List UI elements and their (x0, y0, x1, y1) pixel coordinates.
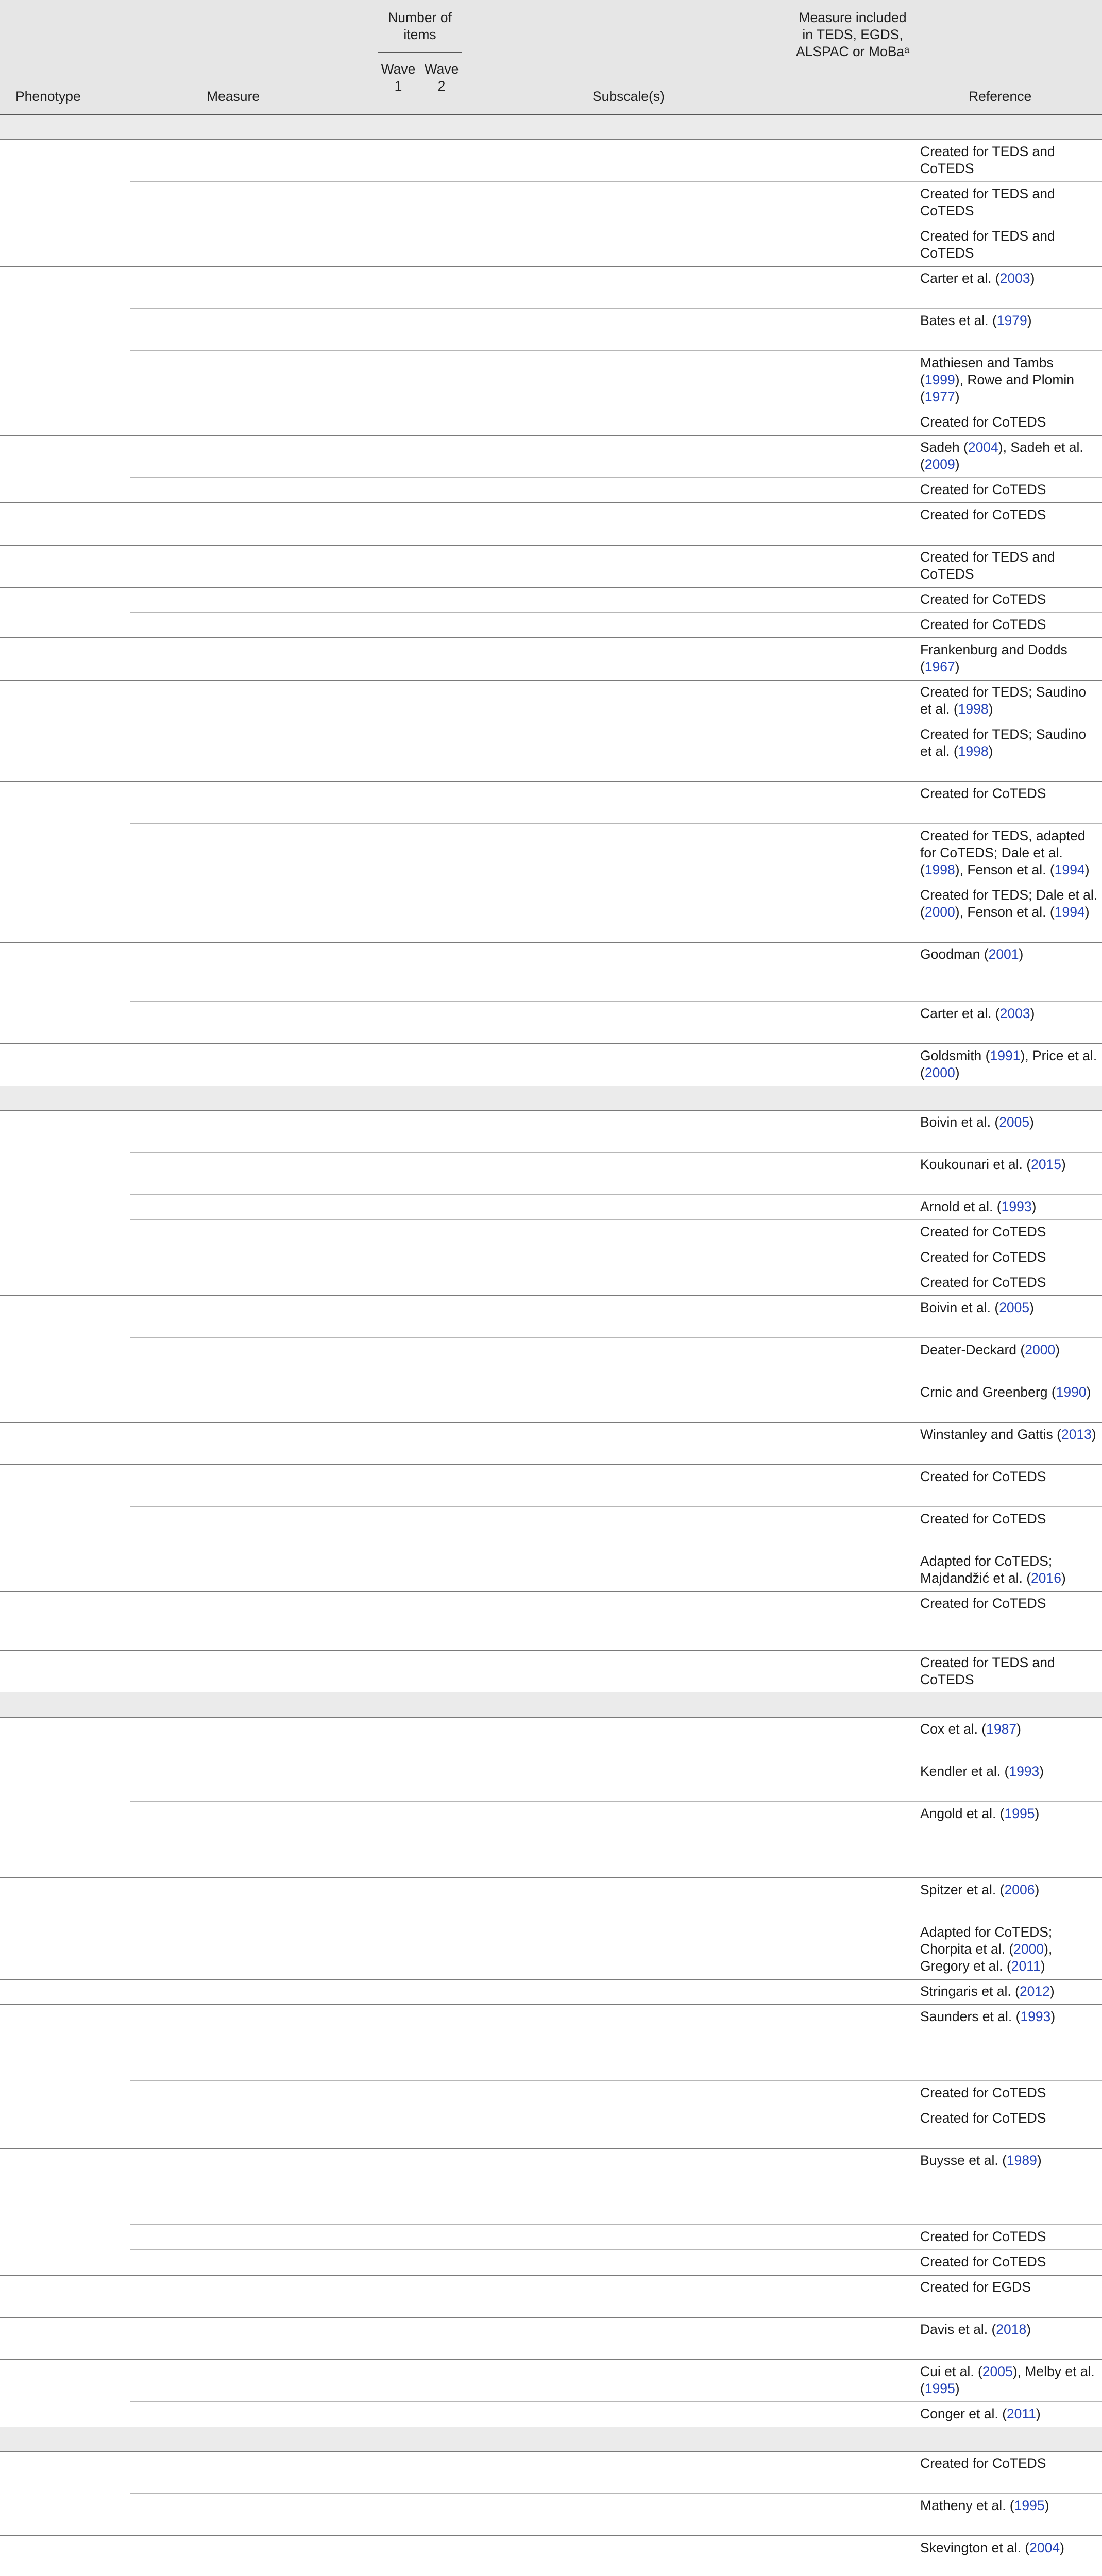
reference-text: Goodman ( (920, 946, 989, 962)
reference-text: ) (1084, 862, 1090, 877)
reference-year-link[interactable]: 1995 (924, 2381, 955, 2396)
reference-text: Created for CoTEDS (920, 2455, 1046, 2471)
reference-cell (920, 312, 1098, 329)
reference-cell (920, 1047, 1098, 1081)
header-included: Measure included in TEDS, EGDS, ALSPAC or MoBaᵃ (796, 10, 909, 59)
reference-text: Created for TEDS and CoTEDS (920, 228, 1055, 261)
reference-year-link[interactable]: 2000 (924, 1065, 955, 1080)
items-header-rule (378, 52, 462, 53)
reference-text: Created for CoTEDS (920, 482, 1046, 497)
table-rule (0, 1464, 1102, 1465)
reference-text: Carter et al. ( (920, 270, 1000, 286)
table-rule (130, 1152, 1102, 1153)
table-rule (0, 2359, 1102, 2360)
reference-text: Stringaris et al. ( (920, 1984, 1020, 1999)
reference-text: ) (1061, 1570, 1066, 1586)
reference-cell (920, 684, 1098, 718)
reference-year-link[interactable]: 2011 (1006, 2406, 1036, 2421)
reference-text: Deater-Deckard ( (920, 1342, 1025, 1358)
section-heading-row (0, 1086, 1102, 1110)
reference-cell (920, 270, 1098, 287)
reference-text: Davis et al. ( (920, 2321, 996, 2337)
reference-text: ) (955, 389, 960, 404)
table-rule (0, 1422, 1102, 1423)
reference-cell (920, 1983, 1098, 2000)
reference-text: ) (1036, 2406, 1041, 2421)
reference-text: ) (1050, 2009, 1056, 2024)
reference-cell (920, 2110, 1098, 2127)
reference-cell (920, 2321, 1098, 2338)
reference-cell (920, 185, 1098, 219)
reference-cell (920, 2279, 1098, 2296)
reference-cell (920, 1721, 1098, 1738)
reference-year-link[interactable]: 2006 (1004, 1882, 1035, 1897)
reference-cell (920, 1342, 1098, 1359)
reference-year-link[interactable]: 2009 (924, 456, 955, 472)
reference-text: Created for CoTEDS (920, 786, 1046, 801)
reference-year-link[interactable]: 2005 (999, 1114, 1030, 1130)
table-rule (130, 1219, 1102, 1220)
reference-text: ) (1091, 1427, 1096, 1442)
reference-text: Cox et al. ( (920, 1721, 987, 1737)
reference-text: ), Fenson et al. ( (955, 904, 1055, 920)
reference-text: ) (1044, 2498, 1049, 2513)
reference-year-link[interactable]: 1967 (924, 659, 955, 674)
table-rule (130, 2249, 1102, 2250)
table-rule (130, 1194, 1102, 1195)
reference-text: ) (1086, 1384, 1091, 1400)
reference-cell (920, 1114, 1098, 1131)
table-rule (0, 1979, 1102, 1980)
reference-year-link[interactable]: 1991 (990, 1048, 1021, 1063)
reference-cell (920, 2405, 1098, 2422)
reference-text: Created for CoTEDS (920, 2085, 1046, 2100)
reference-text: Boivin et al. ( (920, 1300, 999, 1315)
reference-text: ) (1061, 1157, 1066, 1172)
reference-text: ), Melby et al. ( (920, 2364, 1095, 2396)
reference-text: Created for TEDS; Saudino et al. ( (920, 684, 1087, 717)
reference-text: ) (1029, 1114, 1034, 1130)
reference-text: Boivin et al. ( (920, 1114, 999, 1130)
table-rule (130, 823, 1102, 824)
table-rule (0, 2317, 1102, 2318)
header-wave1: Wave 1 (381, 61, 416, 94)
reference-cell (920, 439, 1098, 473)
header-number-of-items: Number of items (388, 10, 452, 42)
reference-cell (920, 481, 1098, 498)
reference-text: ) (1030, 1006, 1035, 1021)
reference-cell (920, 2008, 1098, 2025)
reference-year-link[interactable]: 1979 (996, 313, 1027, 328)
table-rule (130, 2080, 1102, 2081)
table-rule (0, 2004, 1102, 2005)
reference-cell (920, 1384, 1098, 1401)
table-rule (0, 2451, 1102, 2452)
reference-cell (920, 2497, 1098, 2514)
reference-year-link[interactable]: 1994 (1054, 862, 1085, 877)
reference-text: Created for CoTEDS (920, 2110, 1046, 2126)
table-rule (130, 1801, 1102, 1802)
reference-text: ) (1035, 1882, 1040, 1897)
table-rule (0, 587, 1102, 588)
reference-text: Adapted for CoTEDS; Chorpita et al. ( (920, 1924, 1053, 1957)
reference-year-link[interactable]: 2018 (996, 2321, 1027, 2337)
reference-text: Created for CoTEDS (920, 1224, 1046, 1240)
reference-text: ), Price et al. ( (920, 1048, 1097, 1080)
reference-year-link[interactable]: 2004 (968, 439, 998, 455)
reference-text: Winstanley and Gattis ( (920, 1427, 1061, 1442)
reference-text: Crnic and Greenberg ( (920, 1384, 1056, 1400)
table-rule (130, 2401, 1102, 2402)
table-rule (0, 545, 1102, 546)
reference-year-link[interactable]: 2003 (999, 1006, 1030, 1021)
section-heading-row (0, 2427, 1102, 2451)
reference-year-link[interactable]: 2000 (924, 904, 955, 920)
reference-text: Frankenburg and Dodds ( (920, 642, 1067, 674)
reference-year-link[interactable]: 2000 (1025, 1342, 1056, 1358)
table-header (0, 0, 1102, 114)
reference-year-link[interactable]: 2001 (988, 946, 1019, 962)
reference-text: ) (1019, 946, 1024, 962)
reference-year-link[interactable]: 2005 (982, 2364, 1013, 2379)
table-rule (130, 350, 1102, 351)
reference-cell (920, 1005, 1098, 1022)
reference-cell (920, 1924, 1098, 1975)
reference-year-link[interactable]: 1987 (986, 1721, 1017, 1737)
reference-text: Created for TEDS and CoTEDS (920, 186, 1055, 218)
reference-text: ) (955, 659, 960, 674)
reference-cell (920, 2152, 1098, 2169)
reference-text: Created for CoTEDS (920, 1596, 1046, 1611)
reference-text: Matheny et al. ( (920, 2498, 1014, 2513)
table-rule (0, 1877, 1102, 1878)
reference-year-link[interactable]: 2000 (1013, 1941, 1044, 1957)
reference-text: ), Gregory et al. ( (920, 1941, 1053, 1974)
reference-text: ) (988, 743, 993, 759)
reference-cell (920, 549, 1098, 583)
table-rule (130, 1506, 1102, 1507)
reference-year-link[interactable]: 1998 (924, 862, 955, 877)
reference-text: ) (1055, 1342, 1060, 1358)
reference-year-link[interactable]: 1977 (924, 389, 955, 404)
header-measure: Measure (207, 89, 260, 104)
table-rule (0, 942, 1102, 943)
reference-text: Created for CoTEDS (920, 2254, 1046, 2269)
reference-cell (920, 887, 1098, 921)
table-rule (0, 781, 1102, 782)
table-rule (0, 266, 1102, 267)
reference-text: Created for CoTEDS (920, 507, 1046, 522)
reference-text: Created for TEDS; Saudino et al. ( (920, 726, 1087, 759)
reference-text: Kendler et al. ( (920, 1764, 1009, 1779)
reference-text: Created for TEDS and CoTEDS (920, 144, 1055, 176)
reference-year-link[interactable]: 2005 (999, 1300, 1030, 1315)
table-rule (0, 637, 1102, 638)
reference-cell (920, 414, 1098, 431)
reference-cell (920, 616, 1098, 633)
reference-cell (920, 1198, 1098, 1215)
reference-text: ) (1060, 2540, 1064, 2555)
reference-cell (920, 1805, 1098, 1822)
reference-cell (920, 827, 1098, 878)
reference-text: ) (1035, 1806, 1040, 1821)
reference-text: Created for TEDS, adapted for CoTEDS; Dale et al. ( (920, 828, 1086, 877)
reference-year-link[interactable]: 2015 (1031, 1157, 1062, 1172)
reference-text: ) (988, 701, 993, 717)
reference-text: ) (1029, 1300, 1034, 1315)
header-reference: Reference (969, 89, 1032, 104)
reference-year-link[interactable]: 2011 (1011, 1958, 1041, 1974)
table-rule (0, 1110, 1102, 1111)
table-rule (130, 181, 1102, 182)
reference-year-link[interactable]: 2003 (999, 270, 1030, 286)
reference-text: ) (1026, 2321, 1031, 2337)
table-rule (0, 680, 1102, 681)
reference-text: Koukounari et al. ( (920, 1157, 1031, 1172)
header-phenotype: Phenotype (15, 89, 81, 104)
reference-cell (920, 641, 1098, 675)
table-rule (130, 2224, 1102, 2225)
reference-cell (920, 785, 1098, 802)
reference-cell (920, 2228, 1098, 2245)
reference-text: ) (955, 456, 960, 472)
reference-text: ) (1027, 313, 1032, 328)
table-rule (130, 1337, 1102, 1338)
reference-text: Saunders et al. ( (920, 2009, 1021, 2024)
reference-text: Created for CoTEDS (920, 1511, 1046, 1527)
reference-cell (920, 2253, 1098, 2270)
header-wave2: Wave 2 (424, 61, 459, 94)
reference-cell (920, 1156, 1098, 1173)
reference-cell (920, 1654, 1098, 1688)
table-rule (130, 612, 1102, 613)
reference-cell (920, 354, 1098, 405)
table-rule (130, 2493, 1102, 2494)
reference-cell (920, 1426, 1098, 1443)
reference-cell (920, 506, 1098, 523)
reference-text: Conger et al. ( (920, 2406, 1007, 2421)
reference-year-link[interactable]: 1995 (1004, 1806, 1035, 1821)
reference-text: ) (1030, 270, 1035, 286)
reference-text: Bates et al. ( (920, 313, 997, 328)
reference-cell (920, 2539, 1098, 2556)
reference-text: Created for EGDS (920, 2279, 1031, 2295)
reference-cell (920, 1299, 1098, 1316)
table-rule (0, 1043, 1102, 1044)
reference-text: Buysse et al. ( (920, 2153, 1007, 2168)
reference-text: Created for TEDS and CoTEDS (920, 549, 1055, 582)
reference-cell (920, 1595, 1098, 1612)
table-rule (0, 502, 1102, 503)
reference-cell (920, 143, 1098, 177)
reference-year-link[interactable]: 1998 (958, 743, 989, 759)
reference-year-link[interactable]: 2016 (1031, 1570, 1061, 1586)
reference-text: Created for CoTEDS (920, 591, 1046, 607)
reference-year-link[interactable]: 1993 (1001, 1199, 1032, 1214)
reference-cell (920, 1224, 1098, 1241)
reference-text: ) (955, 2381, 960, 2396)
reference-text: Carter et al. ( (920, 1006, 1000, 1021)
section-heading-row (0, 1692, 1102, 1717)
reference-cell (920, 591, 1098, 608)
reference-cell (920, 1763, 1098, 1780)
reference-text: Angold et al. ( (920, 1806, 1005, 1821)
table-rule (0, 2275, 1102, 2276)
reference-year-link[interactable]: 2004 (1029, 2540, 1060, 2555)
reference-text: Adapted for CoTEDS; Majdandžić et al. ( (920, 1553, 1053, 1586)
reference-text: ), Rowe and Plomin ( (920, 372, 1075, 404)
reference-cell (920, 1553, 1098, 1587)
reference-text: Mathiesen and Tambs ( (920, 355, 1054, 387)
table-rule (0, 2148, 1102, 2149)
reference-text: Arnold et al. ( (920, 1199, 1002, 1214)
reference-cell (920, 1274, 1098, 1291)
reference-cell (920, 1882, 1098, 1899)
reference-text: ), Sadeh et al. ( (920, 439, 1083, 472)
reference-text: Goldsmith ( (920, 1048, 990, 1063)
reference-cell (920, 228, 1098, 262)
table-rule (130, 308, 1102, 309)
reference-text: Skevington et al. ( (920, 2540, 1030, 2555)
header-subscales: Subscale(s) (592, 89, 665, 104)
reference-text: Created for CoTEDS (920, 1469, 1046, 1484)
reference-text: Created for CoTEDS (920, 2229, 1046, 2244)
reference-text: Cui et al. ( (920, 2364, 982, 2379)
reference-cell (920, 2455, 1098, 2472)
table-rule (0, 2535, 1102, 2536)
table-rule (0, 435, 1102, 436)
table-rule (0, 1295, 1102, 1296)
reference-year-link[interactable]: 1993 (1020, 2009, 1051, 2024)
table-rule (0, 1591, 1102, 1592)
reference-year-link[interactable]: 1993 (1009, 1764, 1040, 1779)
reference-year-link[interactable]: 1995 (1014, 2498, 1045, 2513)
reference-cell (920, 1468, 1098, 1485)
reference-text: Created for CoTEDS (920, 617, 1046, 632)
reference-text: ) (1016, 1721, 1021, 1737)
reference-cell (920, 2084, 1098, 2102)
reference-text: Spitzer et al. ( (920, 1882, 1005, 1897)
table-rule (0, 1717, 1102, 1718)
reference-year-link[interactable]: 1999 (924, 372, 955, 387)
reference-cell (920, 2363, 1098, 2397)
table-rule (130, 477, 1102, 478)
reference-cell (920, 1249, 1098, 1266)
reference-year-link[interactable]: 2012 (1019, 1984, 1050, 1999)
section-heading-row (0, 115, 1102, 139)
reference-text: ) (1040, 1958, 1045, 1974)
reference-year-link[interactable]: 1990 (1056, 1384, 1087, 1400)
reference-year-link[interactable]: 1998 (958, 701, 989, 717)
reference-year-link[interactable]: 1994 (1054, 904, 1085, 920)
table-rule (0, 1650, 1102, 1651)
reference-cell (920, 946, 1098, 963)
reference-text: Created for CoTEDS (920, 1249, 1046, 1265)
reference-text: ) (1039, 1764, 1044, 1779)
reference-text: Created for CoTEDS (920, 414, 1046, 430)
reference-text: ) (1037, 2153, 1042, 2168)
reference-year-link[interactable]: 2013 (1061, 1427, 1092, 1442)
table-rule (0, 139, 1102, 140)
reference-text: ) (955, 1065, 960, 1080)
reference-text: Sadeh ( (920, 439, 968, 455)
reference-cell (920, 1511, 1098, 1528)
reference-text: ) (1049, 1984, 1055, 1999)
reference-text: Created for TEDS and CoTEDS (920, 1655, 1055, 1687)
reference-text: ), Fenson et al. ( (955, 862, 1055, 877)
reference-text: ) (1084, 904, 1090, 920)
reference-year-link[interactable]: 1989 (1006, 2153, 1037, 2168)
reference-text: ) (1031, 1199, 1037, 1214)
reference-text: Created for CoTEDS (920, 1275, 1046, 1290)
reference-text: Created for TEDS; Dale et al. ( (920, 887, 1098, 920)
table-rule (130, 1001, 1102, 1002)
reference-cell (920, 726, 1098, 760)
